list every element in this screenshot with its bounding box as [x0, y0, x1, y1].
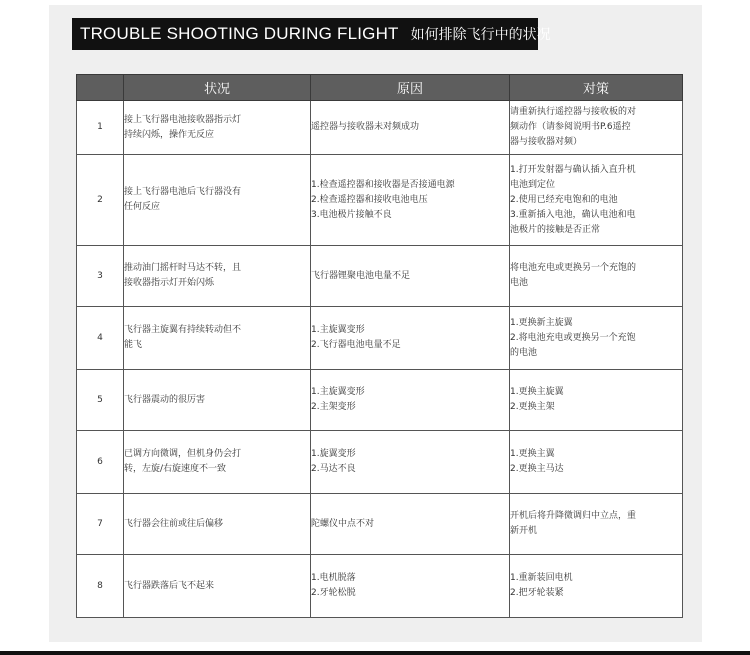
solution-line: 2.更换主马达 [510, 464, 564, 474]
cause-cell [311, 370, 510, 431]
solution-line: 新开机 [510, 526, 538, 536]
cause-line: 1.检查遥控器和接收器是否接通电源 [311, 179, 455, 190]
condition-line: 飞行器主旋翼有持续转动但不 [124, 325, 242, 335]
condition-cell [124, 246, 311, 307]
condition-line: 已调方向微调，但机身仍会打 [124, 449, 242, 459]
solution-line: 频动作（请参阅说明书P.6遥控 [510, 122, 631, 132]
cause-line: 3.电池极片接触不良 [311, 209, 392, 220]
cause-line: 2.检查遥控器和接收电池电压 [311, 194, 428, 205]
table-row [77, 307, 683, 370]
row-number: 7 [77, 494, 124, 555]
solution-line: 3.重新插入电池，确认电池和电 [510, 209, 636, 220]
solution-line: 1.更换主旋翼 [510, 387, 564, 397]
solution-line: 电池到定位 [510, 179, 556, 190]
solution-cell [510, 307, 683, 370]
cause-line: 遥控器与接收器未对频成功 [311, 122, 420, 132]
cause-cell [311, 431, 510, 494]
table-row [77, 555, 683, 618]
cause-line: 1.主旋翼变形 [311, 387, 365, 397]
solution-line: 开机后将升降微调归中立点，重 [510, 511, 637, 521]
solution-cell [510, 101, 683, 155]
solution-line: 的电池 [510, 347, 538, 358]
condition-line: 任何反应 [124, 202, 161, 212]
cause-cell [311, 555, 510, 618]
cause-line: 2.马达不良 [311, 464, 356, 474]
solution-line: 器与接收器对频） [510, 137, 583, 147]
row-number: 2 [77, 155, 124, 246]
solution-line: 2.更换主架 [510, 402, 555, 412]
condition-cell [124, 155, 311, 246]
header-cause: 原因 [311, 75, 510, 101]
row-number: 4 [77, 307, 124, 370]
cause-line: 1.主旋翼变形 [311, 325, 365, 335]
row-number: 1 [77, 101, 124, 155]
solution-line: 1.打开发射器与确认插入直升机 [510, 164, 636, 175]
solution-cell [510, 370, 683, 431]
table-row [77, 101, 683, 155]
condition-cell [124, 307, 311, 370]
table-row [77, 155, 683, 246]
bottom-rule [0, 651, 750, 655]
troubleshooting-table [76, 74, 683, 618]
condition-line: 转，左旋/右旋速度不一致 [124, 464, 227, 474]
solution-line: 请重新执行遥控器与接收板的对 [510, 107, 637, 117]
solution-cell [510, 494, 683, 555]
solution-line: 1.更换新主旋翼 [510, 317, 573, 328]
table-row [77, 431, 683, 494]
cause-line: 陀螺仪中点不对 [311, 518, 375, 529]
condition-cell [124, 555, 311, 618]
condition-line: 接收器指示灯开始闪烁 [124, 278, 215, 288]
solution-line: 将电池充电或更换另一个充饱的 [510, 263, 637, 273]
solution-line: 2.把牙轮装紧 [510, 588, 564, 598]
condition-cell [124, 101, 311, 155]
title-chinese: 如何排除飞行中的状况 [410, 27, 551, 43]
table-header-row [77, 75, 683, 101]
solution-cell [510, 555, 683, 618]
cause-line: 2.主架变形 [311, 402, 356, 412]
solution-line: 池极片的接触是否正常 [510, 224, 601, 235]
cause-cell [311, 101, 510, 155]
condition-line: 持续闪烁，操作无反应 [124, 129, 215, 140]
solution-line: 1.重新装回电机 [510, 573, 573, 583]
condition-line: 飞行器震动的很厉害 [124, 394, 206, 405]
solution-cell [510, 431, 683, 494]
solution-cell [510, 155, 683, 246]
cause-line: 1.电机脱落 [311, 573, 356, 583]
condition-line: 接上飞行器电池接收器指示灯 [124, 114, 242, 125]
cause-cell [311, 246, 510, 307]
header-condition: 状况 [124, 75, 311, 101]
title-english: TROUBLE SHOOTING DURING FLIGHT [80, 24, 399, 43]
solution-line: 2.将电池充电或更换另一个充饱 [510, 332, 636, 343]
condition-cell [124, 431, 311, 494]
title-bar [72, 18, 551, 50]
table-row [77, 246, 683, 307]
row-number: 3 [77, 246, 124, 307]
table-row [77, 370, 683, 431]
condition-cell [124, 370, 311, 431]
table-row [77, 494, 683, 555]
solution-cell [510, 246, 683, 307]
condition-cell [124, 494, 311, 555]
cause-line: 2.飞行器电池电量不足 [311, 340, 401, 350]
cause-line: 飞行器锂聚电池电量不足 [311, 270, 411, 281]
row-number: 6 [77, 431, 124, 494]
cause-line: 1.旋翼变形 [311, 449, 356, 459]
solution-line: 2.使用已经充电饱和的电池 [510, 194, 618, 205]
row-number: 8 [77, 555, 124, 618]
table-body [77, 101, 683, 618]
condition-line: 能飞 [124, 340, 143, 350]
condition-line: 接上飞行器电池后飞行器没有 [124, 187, 242, 197]
cause-cell [311, 155, 510, 246]
condition-line: 推动油门摇杆时马达不转，且 [124, 263, 242, 273]
condition-line: 飞行器跌落后飞不起来 [124, 580, 215, 591]
header-number [77, 75, 124, 101]
condition-line: 飞行器会往前或往后偏移 [124, 518, 224, 529]
row-number: 5 [77, 370, 124, 431]
solution-line: 电池 [510, 278, 529, 288]
solution-line: 1.更换主翼 [510, 449, 555, 459]
header-solution: 对策 [510, 75, 683, 101]
cause-line: 2.牙轮松脱 [311, 588, 356, 598]
cause-cell [311, 494, 510, 555]
cause-cell [311, 307, 510, 370]
